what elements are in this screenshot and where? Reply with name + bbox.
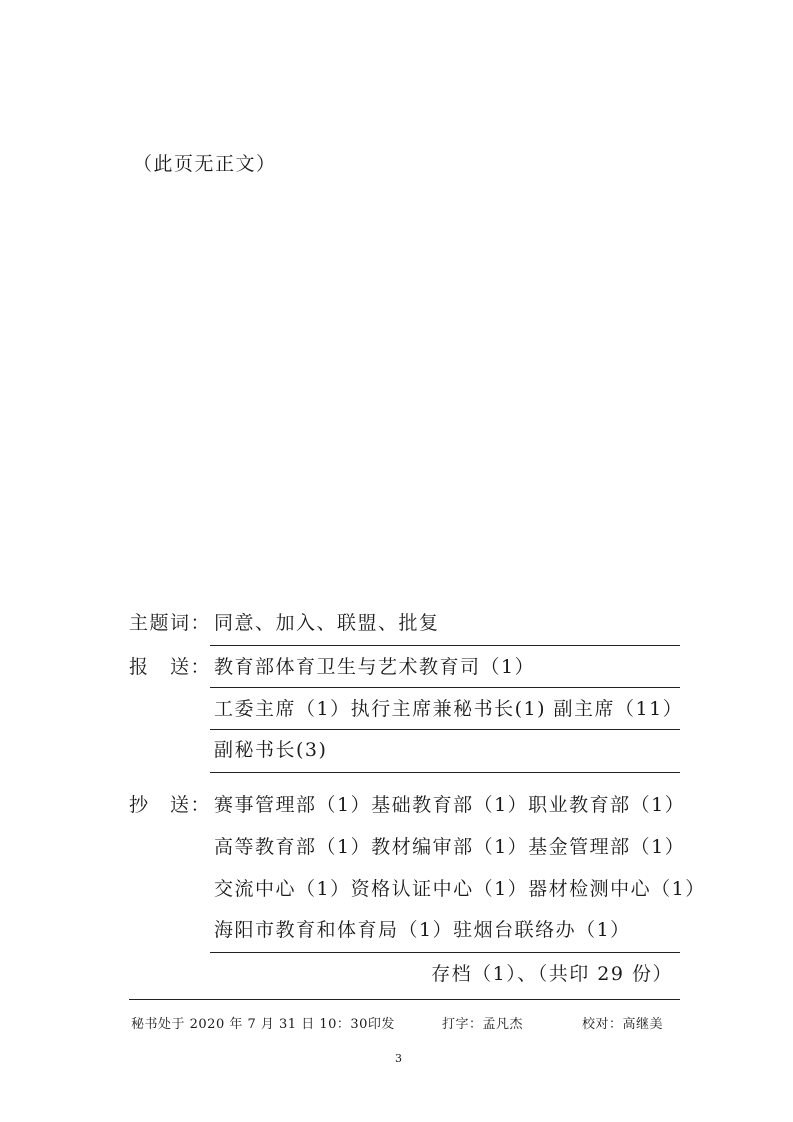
rule-subject bbox=[210, 645, 680, 646]
chao-song-line-2: 高等教育部（1）教材编审部（1）基金管理部（1） bbox=[214, 836, 686, 858]
subject-label: 主题词： bbox=[129, 612, 212, 634]
bao-song-label: 报 送： bbox=[129, 656, 212, 678]
archive-note: 存档（1）、（共印 29 份） bbox=[431, 963, 673, 985]
subject-terms: 同意、加入、联盟、批复 bbox=[214, 612, 440, 634]
page-number: 3 bbox=[395, 1052, 402, 1065]
rule-chao bbox=[210, 952, 680, 953]
bao-song-line-2: 工委主席（1）执行主席兼秘书长(1) 副主席（11） bbox=[214, 698, 684, 720]
footer-typist: 打字：孟凡杰 bbox=[442, 1017, 524, 1032]
page-note: （此页无正文） bbox=[133, 153, 277, 175]
footer-proofreader: 校对：高继美 bbox=[582, 1017, 664, 1032]
footer-issuer: 秘书处于 2020 年 7 月 31 日 10：30印发 bbox=[131, 1017, 395, 1032]
chao-song-label: 抄 送： bbox=[129, 794, 212, 816]
bao-song-line-3: 副秘书长(3) bbox=[214, 739, 328, 761]
chao-song-line-4: 海阳市教育和体育局（1）驻烟台联络办（1） bbox=[214, 919, 631, 941]
chao-song-line-1: 赛事管理部（1）基础教育部（1）职业教育部（1） bbox=[214, 794, 686, 816]
rule-archive bbox=[129, 999, 680, 1000]
rule-bao-3 bbox=[210, 772, 680, 773]
rule-bao-1 bbox=[210, 687, 680, 688]
bao-song-line-1: 教育部体育卫生与艺术教育司（1） bbox=[214, 656, 536, 678]
rule-bao-2 bbox=[210, 729, 680, 730]
chao-song-line-3: 交流中心（1）资格认证中心（1）器材检测中心（1） bbox=[214, 878, 706, 900]
